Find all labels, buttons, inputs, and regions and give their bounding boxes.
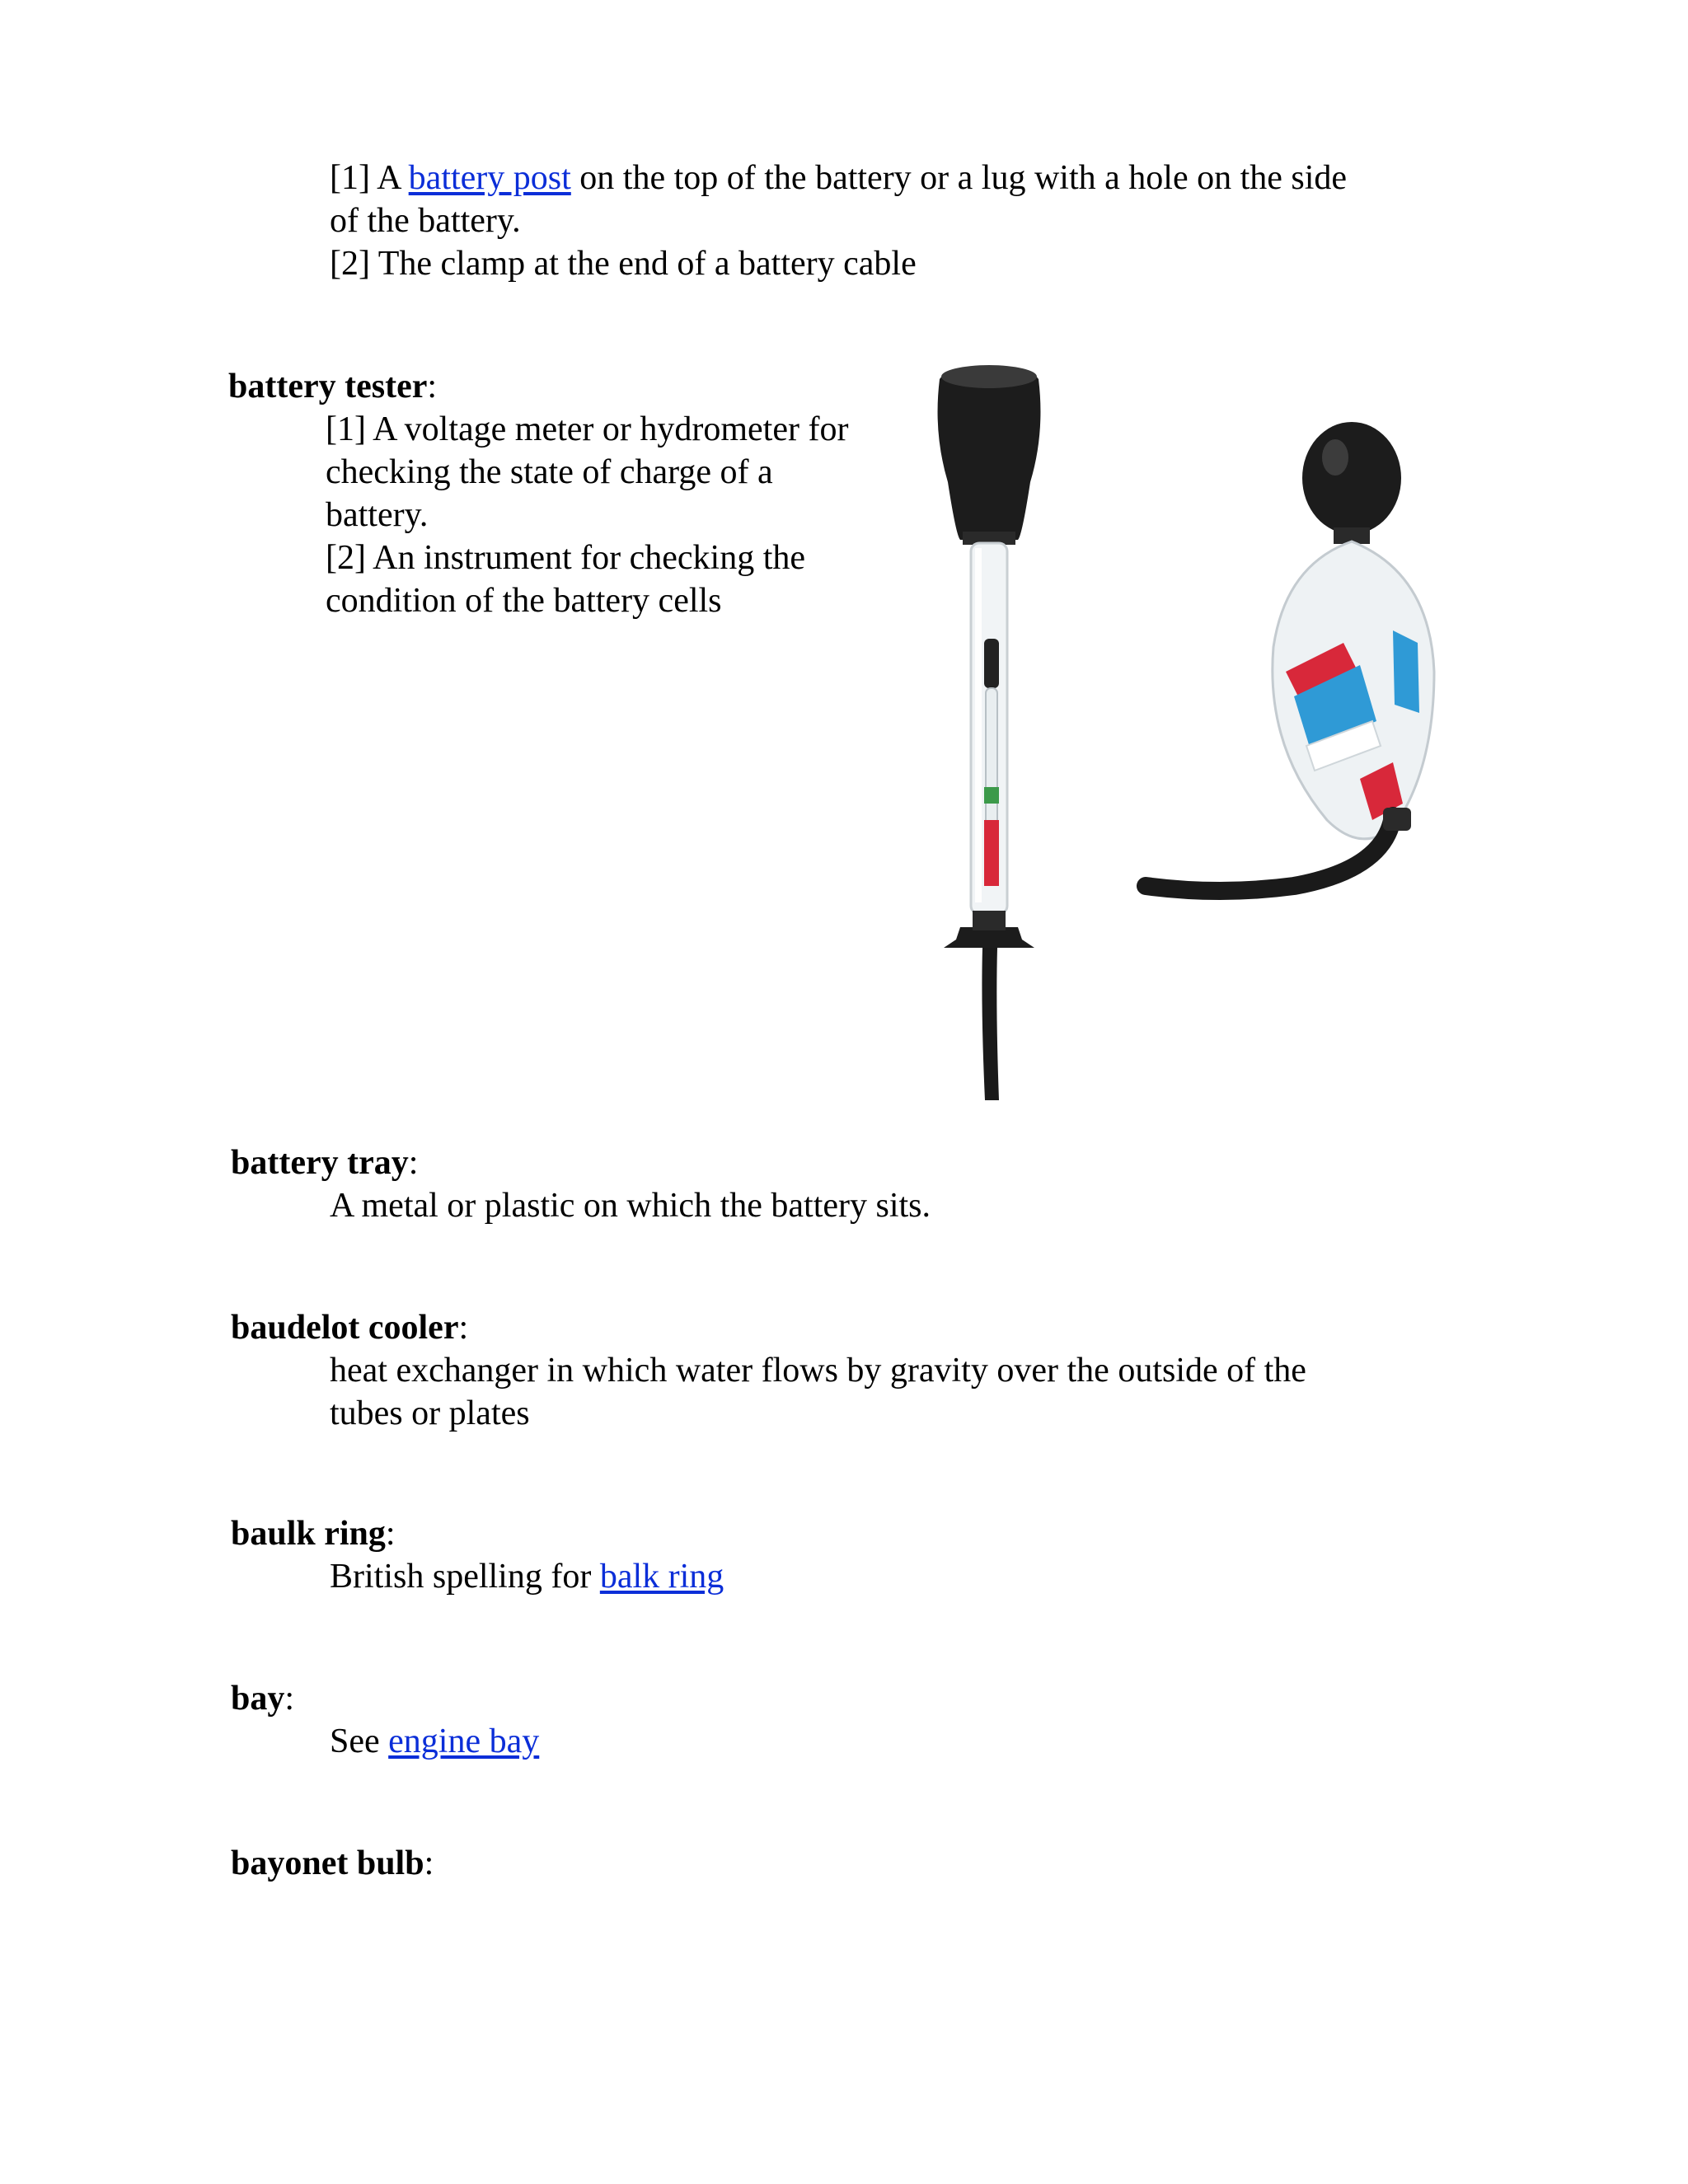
- definition-line: battery.: [326, 496, 429, 534]
- definition-text: [1] A: [330, 159, 409, 197]
- definition-terminal-continued: [330, 157, 1347, 285]
- term-heading-bay: [231, 1677, 294, 1720]
- definition-text: on the top of the battery or a lug with a hole on the side: [570, 159, 1348, 197]
- term-colon: :: [424, 1844, 434, 1882]
- definition-line: heat exchanger in which water flows by gravity over the outside of the: [330, 1352, 1306, 1390]
- term-heading-battery-tray: [231, 1141, 418, 1184]
- definition-line: [330, 157, 1347, 199]
- definition-bay: [330, 1720, 539, 1763]
- link-engine-bay[interactable]: engine bay: [388, 1722, 540, 1760]
- term-heading-bayonet-bulb: [231, 1842, 434, 1885]
- definition-text: See: [330, 1722, 389, 1760]
- definition-line: checking the state of charge of a: [326, 453, 773, 491]
- term-heading-battery-tester: [228, 365, 437, 408]
- term-colon: :: [408, 1144, 419, 1182]
- term-battery-tester: battery tester: [228, 368, 428, 405]
- term-baudelot-cooler: baudelot cooler: [231, 1309, 459, 1347]
- definition-baudelot-cooler: [330, 1349, 1306, 1435]
- definition-line: of the battery.: [330, 202, 521, 240]
- battery-hydrometer-illustration-icon: [898, 359, 1475, 1100]
- definition-line: tubes or plates: [330, 1394, 530, 1432]
- term-colon: :: [385, 1515, 396, 1553]
- definition-text: British spelling for: [330, 1558, 600, 1596]
- definition-battery-tray: [330, 1184, 931, 1227]
- term-colon: :: [284, 1680, 295, 1718]
- definition-line: [1] A voltage meter or hydrometer for: [326, 410, 849, 448]
- definition-line: condition of the battery cells: [326, 582, 722, 620]
- term-heading-baudelot-cooler: [231, 1306, 468, 1349]
- term-colon: :: [427, 368, 438, 405]
- term-battery-tray: battery tray: [231, 1144, 409, 1182]
- link-balk-ring[interactable]: balk ring: [599, 1558, 724, 1596]
- link-battery-post[interactable]: battery post: [408, 159, 571, 197]
- term-colon: :: [458, 1309, 469, 1347]
- definition-line: A metal or plastic on which the battery sits.: [330, 1187, 931, 1225]
- definition-baulk-ring: [330, 1555, 724, 1598]
- term-heading-baulk-ring: [231, 1512, 396, 1555]
- term-baulk-ring: baulk ring: [231, 1515, 386, 1553]
- definition-line: [330, 1720, 539, 1763]
- definition-line: [2] The clamp at the end of a battery cable: [330, 245, 917, 283]
- term-bay: bay: [231, 1680, 285, 1718]
- definition-line: [330, 1555, 724, 1598]
- term-bayonet-bulb: bayonet bulb: [231, 1844, 424, 1882]
- definition-battery-tester: [326, 408, 848, 622]
- definition-line: [2] An instrument for checking the: [326, 539, 806, 577]
